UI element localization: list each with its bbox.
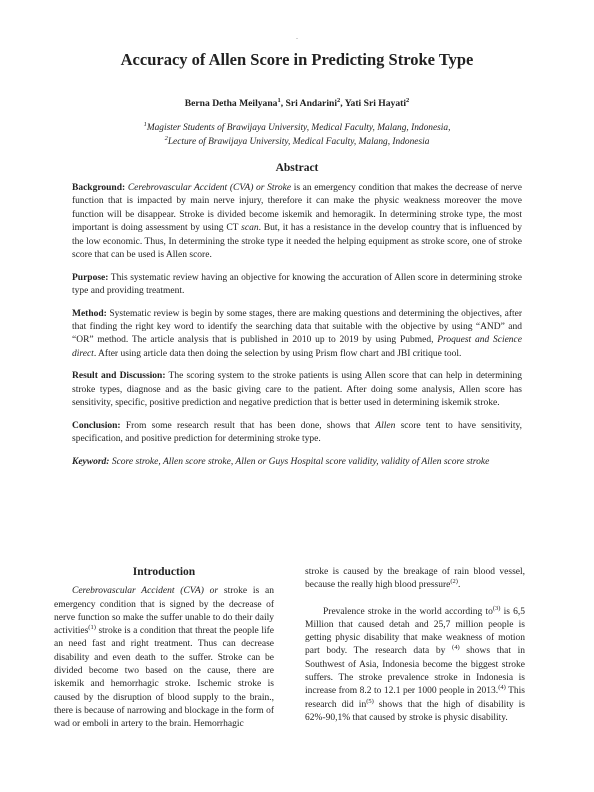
background-text: is an emergency condition that makes the decrease of nerve function that is impacted by main nerve injury, therefore it can make the physic weakness moreover the move function will be disappear. Stroke is divided become iskemik and hemoragik. In determining stroke type, the most important is doing assessment by using CT — [72, 183, 523, 234]
continuation-end: . — [457, 580, 461, 591]
affiliation-sup: 1 — [143, 120, 147, 128]
citation-ref: (4) — [452, 644, 460, 652]
abstract-purpose — [72, 272, 522, 299]
intro-text: stroke is an emergency condition that is signed by the decrease of nerve function so make the suffer unable to do their daily activities — [54, 586, 274, 637]
prevalence-paragraph — [305, 606, 525, 726]
affiliation — [0, 121, 594, 135]
background-text-2: . But, it has a resistance in the develop country that is influenced by the low economic. Thus, In determining the stroke type it needed the helping equipment as stroke score, one of stroke score that can be used is Allen score. — [72, 223, 522, 261]
continuation-text: stroke is caused by the breakage of rain blood vessel, because the really high blood pressure — [305, 567, 525, 591]
keyword-label: Keyword: — [72, 456, 110, 467]
purpose-text: This systematic review having an objective for knowing the accuration of Allen score in determining stroke type and providing treatment. — [72, 272, 522, 297]
author-affil-sup: 2 — [405, 96, 410, 104]
introduction-heading: Introduction — [132, 566, 196, 578]
affiliation-sup: 2 — [164, 134, 168, 142]
abstract-method — [72, 308, 522, 362]
prevalence-text: Prevalence stroke in the world according to — [323, 606, 493, 617]
result-label: Result and Discussion: — [72, 371, 166, 382]
affiliation-text: Magister Students of Brawijaya University, Medical Faculty, Malang, Indonesia, — [146, 123, 451, 133]
intro-term: Cerebrovascular Accident (CVA) or — [72, 586, 219, 597]
prevalence-text-4: This research did in — [305, 686, 525, 710]
abstract-background — [72, 182, 522, 262]
affiliation — [0, 135, 594, 149]
intro-text-2: stroke is a condition that threat the people life an need fast and right treatment. Thus can decrease disability and even death to the suffer. Stroke can be divided become two based on the cause, there are iskemik and hemorrhagic stroke. Ischemic stroke is caused by the disruption of blood supply to the brain., there is because of narrowing and blockage in the form of wad or emboli in artery to the brain. Hemorrhagic — [54, 626, 274, 730]
citation-ref: (4) — [498, 684, 506, 692]
prevalence-text-5: shows that the high of disability is 62%-90,1% that caused by stroke is physic disability. — [305, 699, 526, 723]
citation-ref: (2) — [450, 578, 458, 586]
header-mark: - — [296, 36, 298, 42]
abstract-result — [72, 370, 522, 410]
citation-ref: (1) — [88, 624, 96, 632]
prevalence-text-3: shows that in Southwest of Asia, Indonesia become the biggest stroke suffers. The stroke prevalence stroke in Indonesia is increase from 8.2 to 12.1 per 1000 people in 2013. — [305, 646, 526, 697]
abstract-body — [72, 182, 522, 478]
intro-paragraph — [54, 585, 274, 731]
abstract-heading: Abstract — [275, 162, 319, 174]
keyword-text: Score stroke, Allen score stroke, Allen or Guys Hospital score validity, validity of Allen score stroke — [109, 456, 490, 467]
author-separator: , — [280, 98, 286, 109]
intro-right-column — [305, 566, 525, 725]
author-affil-sup: 2 — [336, 96, 341, 104]
prevalence-text-2: is 6,5 Million that caused detah and 25,7 million people is getting physic disability that make weakness of motion part body. The research data by — [305, 606, 525, 657]
method-databases: Proquest and Science direct — [72, 335, 522, 359]
background-term: Cerebrovascular Accident (CVA) or Stroke — [127, 183, 292, 193]
intro-continuation — [305, 566, 525, 593]
method-text-2: . After using article data then doing the selection by using Prism flow chart and JBI critique tool. — [93, 348, 462, 359]
background-term-scan: scan — [241, 223, 259, 234]
background-label: Background: — [72, 183, 126, 193]
purpose-label: Purpose: — [72, 272, 109, 283]
conclusion-text: From some research result that has been done, shows that — [120, 420, 376, 431]
abstract-keywords — [72, 456, 522, 469]
paper-title: Accuracy of Allen Score in Predicting Stroke Type — [120, 50, 474, 69]
intro-left-column — [54, 566, 274, 732]
conclusion-text-2: score tent to have sensitivity, specification, and positive prediction for determining stroke type. — [72, 420, 522, 445]
affiliation-list — [0, 121, 594, 149]
author-name: Yati Sri Hayati — [344, 98, 406, 109]
conclusion-term: Allen — [375, 420, 396, 431]
affiliation-text: Lecture of Brawijaya University, Medical Faculty, Malang, Indonesia — [167, 137, 430, 147]
result-text: The scoring system to the stroke patients is using Allen score that can help in determining stroke types, diagnose and as the basic giving care to the patient. After doing some analysis, Allen score has sensitivity, specific, positive prediction and negative prediction that is better used in determining iskemik stroke. — [72, 371, 522, 409]
author-name: Sri Andarini — [285, 98, 337, 109]
method-text: Systematic review is begin by some stages, there are making questions and determining the objectives, after that finding the right key word to identify the searching data that suitable with the objective by using “AND” and “OR” method. The article analysis that is published in 2010 up to 2019 by using Pubmed, — [72, 308, 522, 346]
author-affil-sup: 1 — [277, 96, 281, 104]
citation-ref: (5) — [366, 697, 374, 705]
method-label: Method: — [72, 308, 107, 319]
abstract-conclusion — [72, 420, 522, 447]
author-separator: , — [340, 98, 345, 109]
author-list — [0, 98, 594, 109]
author-name: Berna Detha Meilyana — [184, 98, 278, 109]
citation-ref: (3) — [492, 604, 501, 612]
conclusion-label: Conclusion: — [72, 420, 121, 431]
